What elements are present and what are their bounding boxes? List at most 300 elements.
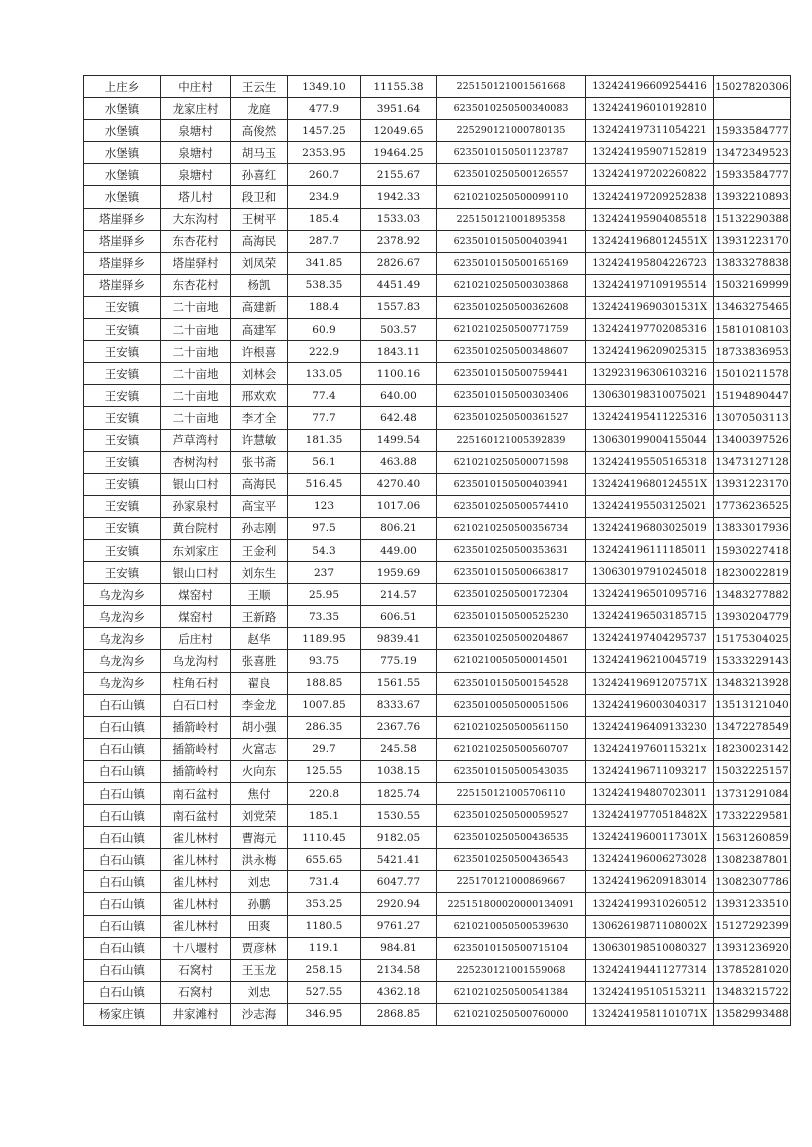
account-cell: 225150121001561668 xyxy=(437,76,586,98)
amount-cell: 19464.25 xyxy=(361,142,437,164)
table-row xyxy=(84,562,791,584)
village-cell: 十八堰村 xyxy=(161,937,231,959)
township-cell: 塔崖驿乡 xyxy=(84,274,161,296)
township-cell: 乌龙沟乡 xyxy=(84,672,161,694)
table-row xyxy=(84,164,791,186)
table-row xyxy=(84,849,791,871)
id-number-cell: 130630198310075021 xyxy=(586,385,714,407)
phone-cell: 13582993488 xyxy=(714,1003,791,1025)
account-cell: 225230121001559068 xyxy=(437,959,586,981)
name-cell: 张喜胜 xyxy=(231,650,288,672)
table-row xyxy=(84,893,791,915)
id-number-cell: 13242419600117301X xyxy=(586,827,714,849)
township-cell: 白石山镇 xyxy=(84,959,161,981)
village-cell: 石窝村 xyxy=(161,959,231,981)
township-cell: 王安镇 xyxy=(84,517,161,539)
township-cell: 王安镇 xyxy=(84,429,161,451)
table-row xyxy=(84,142,791,164)
id-number-cell: 130630199004155044 xyxy=(586,429,714,451)
amount-cell: 2378.92 xyxy=(361,230,437,252)
account-cell: 225160121005392839 xyxy=(437,429,586,451)
account-cell: 6235010250500348607 xyxy=(437,341,586,363)
document-sheet xyxy=(83,75,790,1026)
area-cell: 185.1 xyxy=(288,805,361,827)
township-cell: 王安镇 xyxy=(84,341,161,363)
table-row xyxy=(84,274,791,296)
table-row xyxy=(84,319,791,341)
village-cell: 东杏花村 xyxy=(161,274,231,296)
township-cell: 王安镇 xyxy=(84,363,161,385)
name-cell: 孙志刚 xyxy=(231,517,288,539)
table-row xyxy=(84,120,791,142)
table-row xyxy=(84,672,791,694)
amount-cell: 6047.77 xyxy=(361,871,437,893)
account-cell: 6235010150501123787 xyxy=(437,142,586,164)
area-cell: 77.7 xyxy=(288,407,361,429)
name-cell: 赵华 xyxy=(231,628,288,650)
phone-cell: 13463275465 xyxy=(714,296,791,318)
account-cell: 225170121000869667 xyxy=(437,871,586,893)
village-cell: 杏树沟村 xyxy=(161,451,231,473)
phone-cell: 13931223170 xyxy=(714,473,791,495)
township-cell: 上庄乡 xyxy=(84,76,161,98)
village-cell: 柱角石村 xyxy=(161,672,231,694)
area-cell: 260.7 xyxy=(288,164,361,186)
table-row xyxy=(84,650,791,672)
township-cell: 王安镇 xyxy=(84,296,161,318)
village-cell: 白石口村 xyxy=(161,694,231,716)
amount-cell: 984.81 xyxy=(361,937,437,959)
area-cell: 56.1 xyxy=(288,451,361,473)
township-cell: 杨家庄镇 xyxy=(84,1003,161,1025)
name-cell: 刘林会 xyxy=(231,363,288,385)
township-cell: 乌龙沟乡 xyxy=(84,650,161,672)
name-cell: 龙庭 xyxy=(231,98,288,120)
name-cell: 刘凤荣 xyxy=(231,252,288,274)
phone-cell: 15194890447 xyxy=(714,385,791,407)
village-cell: 二十亩地 xyxy=(161,319,231,341)
id-number-cell: 132424197311054221 xyxy=(586,120,714,142)
phone-cell: 17332229581 xyxy=(714,805,791,827)
id-number-cell: 13242419581101071X xyxy=(586,1003,714,1025)
phone-cell: 15333229143 xyxy=(714,650,791,672)
table-row xyxy=(84,517,791,539)
amount-cell: 1038.15 xyxy=(361,760,437,782)
township-cell: 王安镇 xyxy=(84,319,161,341)
name-cell: 翟良 xyxy=(231,672,288,694)
name-cell: 王金利 xyxy=(231,539,288,561)
township-cell: 王安镇 xyxy=(84,539,161,561)
township-cell: 塔崖驿乡 xyxy=(84,252,161,274)
name-cell: 李金龙 xyxy=(231,694,288,716)
phone-cell: 15930227418 xyxy=(714,539,791,561)
amount-cell: 775.19 xyxy=(361,650,437,672)
name-cell: 邢欢欢 xyxy=(231,385,288,407)
id-number-cell: 132424195105153211 xyxy=(586,981,714,1003)
id-number-cell: 132424194411277314 xyxy=(586,959,714,981)
subsidy-table xyxy=(83,75,791,1026)
table-row xyxy=(84,252,791,274)
account-cell: 6210210050500014501 xyxy=(437,650,586,672)
phone-cell: 13931233510 xyxy=(714,893,791,915)
name-cell: 刘党荣 xyxy=(231,805,288,827)
township-cell: 塔崖驿乡 xyxy=(84,208,161,230)
phone-cell: 15032225157 xyxy=(714,760,791,782)
account-cell: 6210210250500771759 xyxy=(437,319,586,341)
township-cell: 白石山镇 xyxy=(84,981,161,1003)
table-row xyxy=(84,584,791,606)
township-cell: 水堡镇 xyxy=(84,142,161,164)
account-cell: 6235010150500403941 xyxy=(437,473,586,495)
id-number-cell: 132424195804226723 xyxy=(586,252,714,274)
village-cell: 二十亩地 xyxy=(161,385,231,407)
amount-cell: 1942.33 xyxy=(361,186,437,208)
phone-cell: 13833017936 xyxy=(714,517,791,539)
id-number-cell: 132424196209183014 xyxy=(586,871,714,893)
name-cell: 许慧敏 xyxy=(231,429,288,451)
village-cell: 泉塘村 xyxy=(161,164,231,186)
amount-cell: 806.21 xyxy=(361,517,437,539)
id-number-cell: 132923196306103216 xyxy=(586,363,714,385)
phone-cell: 13473127128 xyxy=(714,451,791,473)
village-cell: 插箭岭村 xyxy=(161,716,231,738)
phone-cell: 15032169999 xyxy=(714,274,791,296)
id-number-cell: 130630198510080327 xyxy=(586,937,714,959)
amount-cell: 2868.85 xyxy=(361,1003,437,1025)
table-row xyxy=(84,783,791,805)
id-number-cell: 132424196503185715 xyxy=(586,606,714,628)
account-cell: 6210210250500303868 xyxy=(437,274,586,296)
village-cell: 龙家庄村 xyxy=(161,98,231,120)
village-cell: 银山口村 xyxy=(161,562,231,584)
village-cell: 二十亩地 xyxy=(161,341,231,363)
area-cell: 527.55 xyxy=(288,981,361,1003)
amount-cell: 503.57 xyxy=(361,319,437,341)
name-cell: 高海民 xyxy=(231,473,288,495)
township-cell: 乌龙沟乡 xyxy=(84,606,161,628)
table-row xyxy=(84,827,791,849)
name-cell: 李才全 xyxy=(231,407,288,429)
name-cell: 胡马玉 xyxy=(231,142,288,164)
account-cell: 225151800020000134091 xyxy=(437,893,586,915)
id-number-cell: 132424196111185011 xyxy=(586,539,714,561)
phone-cell: 13931223170 xyxy=(714,230,791,252)
table-row xyxy=(84,805,791,827)
table-row xyxy=(84,694,791,716)
village-cell: 泉塘村 xyxy=(161,120,231,142)
phone-cell: 15631260859 xyxy=(714,827,791,849)
township-cell: 白石山镇 xyxy=(84,760,161,782)
account-cell: 6235010250500361527 xyxy=(437,407,586,429)
account-cell: 6235010250500436535 xyxy=(437,827,586,849)
phone-cell: 13070503113 xyxy=(714,407,791,429)
id-number-cell: 132424196501095716 xyxy=(586,584,714,606)
table-row xyxy=(84,981,791,1003)
phone-cell: 15810108103 xyxy=(714,319,791,341)
phone-cell: 13932210893 xyxy=(714,186,791,208)
amount-cell: 606.51 xyxy=(361,606,437,628)
amount-cell: 642.48 xyxy=(361,407,437,429)
phone-cell: 18733836953 xyxy=(714,341,791,363)
area-cell: 125.55 xyxy=(288,760,361,782)
account-cell: 6235010150500154528 xyxy=(437,672,586,694)
table-body xyxy=(84,76,791,1026)
id-number-cell: 132424196210045719 xyxy=(586,650,714,672)
account-cell: 6235010250500059527 xyxy=(437,805,586,827)
amount-cell: 12049.65 xyxy=(361,120,437,142)
area-cell: 353.25 xyxy=(288,893,361,915)
area-cell: 1180.5 xyxy=(288,915,361,937)
amount-cell: 4451.49 xyxy=(361,274,437,296)
id-number-cell: 13242419691207571X xyxy=(586,672,714,694)
area-cell: 188.85 xyxy=(288,672,361,694)
village-cell: 二十亩地 xyxy=(161,363,231,385)
account-cell: 6210210250500541384 xyxy=(437,981,586,1003)
id-number-cell: 132424196003040317 xyxy=(586,694,714,716)
village-cell: 南石盆村 xyxy=(161,805,231,827)
name-cell: 高宝平 xyxy=(231,495,288,517)
phone-cell: 13513121040 xyxy=(714,694,791,716)
name-cell: 高海民 xyxy=(231,230,288,252)
account-cell: 6235010250500204867 xyxy=(437,628,586,650)
name-cell: 焦付 xyxy=(231,783,288,805)
table-row xyxy=(84,760,791,782)
area-cell: 123 xyxy=(288,495,361,517)
amount-cell: 1530.55 xyxy=(361,805,437,827)
phone-cell: 13931236920 xyxy=(714,937,791,959)
township-cell: 乌龙沟乡 xyxy=(84,628,161,650)
amount-cell: 1825.74 xyxy=(361,783,437,805)
area-cell: 286.35 xyxy=(288,716,361,738)
id-number-cell: 132424195503125021 xyxy=(586,495,714,517)
account-cell: 6235010150500663817 xyxy=(437,562,586,584)
account-cell: 6235010250500172304 xyxy=(437,584,586,606)
table-row xyxy=(84,98,791,120)
account-cell: 6235010250500436543 xyxy=(437,849,586,871)
account-cell: 6210210250500099110 xyxy=(437,186,586,208)
table-row xyxy=(84,186,791,208)
village-cell: 煤窑村 xyxy=(161,606,231,628)
area-cell: 2353.95 xyxy=(288,142,361,164)
amount-cell: 2920.94 xyxy=(361,893,437,915)
table-row xyxy=(84,716,791,738)
name-cell: 高俊然 xyxy=(231,120,288,142)
amount-cell: 1100.16 xyxy=(361,363,437,385)
amount-cell: 245.58 xyxy=(361,738,437,760)
table-row xyxy=(84,363,791,385)
township-cell: 白石山镇 xyxy=(84,827,161,849)
village-cell: 插箭岭村 xyxy=(161,738,231,760)
phone-cell: 13833278838 xyxy=(714,252,791,274)
id-number-cell: 132424194807023011 xyxy=(586,783,714,805)
id-number-cell: 132424197404295737 xyxy=(586,628,714,650)
table-row xyxy=(84,341,791,363)
amount-cell: 1561.55 xyxy=(361,672,437,694)
amount-cell: 3951.64 xyxy=(361,98,437,120)
area-cell: 185.4 xyxy=(288,208,361,230)
area-cell: 538.35 xyxy=(288,274,361,296)
area-cell: 93.75 xyxy=(288,650,361,672)
amount-cell: 5421.41 xyxy=(361,849,437,871)
phone-cell: 17736236525 xyxy=(714,495,791,517)
table-row xyxy=(84,473,791,495)
village-cell: 南石盆村 xyxy=(161,783,231,805)
area-cell: 25.95 xyxy=(288,584,361,606)
amount-cell: 9839.41 xyxy=(361,628,437,650)
id-number-cell: 132424195505165318 xyxy=(586,451,714,473)
name-cell: 王新路 xyxy=(231,606,288,628)
area-cell: 73.35 xyxy=(288,606,361,628)
name-cell: 沙志海 xyxy=(231,1003,288,1025)
phone-cell: 13483213928 xyxy=(714,672,791,694)
area-cell: 287.7 xyxy=(288,230,361,252)
phone-cell: 13472278549 xyxy=(714,716,791,738)
table-row xyxy=(84,208,791,230)
id-number-cell: 132424197209252838 xyxy=(586,186,714,208)
id-number-cell: 132424195907152819 xyxy=(586,142,714,164)
township-cell: 王安镇 xyxy=(84,495,161,517)
account-cell: 6210210250500356734 xyxy=(437,517,586,539)
village-cell: 中庄村 xyxy=(161,76,231,98)
id-number-cell: 132424199310260512 xyxy=(586,893,714,915)
township-cell: 白石山镇 xyxy=(84,849,161,871)
account-cell: 6235010250500340083 xyxy=(437,98,586,120)
phone-cell: 13483215722 xyxy=(714,981,791,1003)
village-cell: 雀儿林村 xyxy=(161,827,231,849)
account-cell: 6235010250500362608 xyxy=(437,296,586,318)
phone-cell: 13930204779 xyxy=(714,606,791,628)
id-number-cell: 132424196409133230 xyxy=(586,716,714,738)
area-cell: 29.7 xyxy=(288,738,361,760)
table-row xyxy=(84,915,791,937)
township-cell: 水堡镇 xyxy=(84,186,161,208)
phone-cell: 15132290388 xyxy=(714,208,791,230)
name-cell: 高建军 xyxy=(231,319,288,341)
area-cell: 1189.95 xyxy=(288,628,361,650)
phone-cell: 15933584777 xyxy=(714,120,791,142)
amount-cell: 11155.38 xyxy=(361,76,437,98)
table-row xyxy=(84,628,791,650)
name-cell: 许根喜 xyxy=(231,341,288,363)
area-cell: 341.85 xyxy=(288,252,361,274)
area-cell: 516.45 xyxy=(288,473,361,495)
village-cell: 塔崖驿村 xyxy=(161,252,231,274)
account-cell: 6210210250500071598 xyxy=(437,451,586,473)
amount-cell: 2155.67 xyxy=(361,164,437,186)
id-number-cell: 130630197910245018 xyxy=(586,562,714,584)
amount-cell: 214.57 xyxy=(361,584,437,606)
name-cell: 刘忠 xyxy=(231,981,288,1003)
village-cell: 乌龙沟村 xyxy=(161,650,231,672)
area-cell: 181.35 xyxy=(288,429,361,451)
amount-cell: 640.00 xyxy=(361,385,437,407)
area-cell: 54.3 xyxy=(288,539,361,561)
village-cell: 大东沟村 xyxy=(161,208,231,230)
account-cell: 6235010250500126557 xyxy=(437,164,586,186)
amount-cell: 463.88 xyxy=(361,451,437,473)
village-cell: 东杏花村 xyxy=(161,230,231,252)
village-cell: 芦草湾村 xyxy=(161,429,231,451)
village-cell: 插箭岭村 xyxy=(161,760,231,782)
phone-cell: 13731291084 xyxy=(714,783,791,805)
township-cell: 白石山镇 xyxy=(84,893,161,915)
area-cell: 60.9 xyxy=(288,319,361,341)
name-cell: 田爽 xyxy=(231,915,288,937)
account-cell: 225150121005706110 xyxy=(437,783,586,805)
village-cell: 井家滩村 xyxy=(161,1003,231,1025)
area-cell: 731.4 xyxy=(288,871,361,893)
account-cell: 6235010150500759441 xyxy=(437,363,586,385)
amount-cell: 2134.58 xyxy=(361,959,437,981)
village-cell: 石窝村 xyxy=(161,981,231,1003)
name-cell: 王玉龙 xyxy=(231,959,288,981)
township-cell: 王安镇 xyxy=(84,473,161,495)
area-cell: 222.9 xyxy=(288,341,361,363)
id-number-cell: 13242419770518482X xyxy=(586,805,714,827)
phone-cell: 13785281020 xyxy=(714,959,791,981)
name-cell: 孙喜红 xyxy=(231,164,288,186)
table-row xyxy=(84,76,791,98)
amount-cell: 1959.69 xyxy=(361,562,437,584)
table-row xyxy=(84,230,791,252)
amount-cell: 8333.67 xyxy=(361,694,437,716)
name-cell: 王云生 xyxy=(231,76,288,98)
phone-cell: 13082387801 xyxy=(714,849,791,871)
township-cell: 乌龙沟乡 xyxy=(84,584,161,606)
table-row xyxy=(84,871,791,893)
table-row xyxy=(84,606,791,628)
name-cell: 刘东生 xyxy=(231,562,288,584)
amount-cell: 2367.76 xyxy=(361,716,437,738)
amount-cell: 449.00 xyxy=(361,539,437,561)
amount-cell: 9761.27 xyxy=(361,915,437,937)
township-cell: 白石山镇 xyxy=(84,805,161,827)
id-number-cell: 132424195411225316 xyxy=(586,407,714,429)
account-cell: 6235010150500403941 xyxy=(437,230,586,252)
account-cell: 6235010050500051506 xyxy=(437,694,586,716)
id-number-cell: 13242419680124551X xyxy=(586,473,714,495)
table-row xyxy=(84,407,791,429)
table-row xyxy=(84,495,791,517)
area-cell: 133.05 xyxy=(288,363,361,385)
id-number-cell: 132424196803025019 xyxy=(586,517,714,539)
amount-cell: 9182.05 xyxy=(361,827,437,849)
area-cell: 119.1 xyxy=(288,937,361,959)
area-cell: 220.8 xyxy=(288,783,361,805)
phone-cell: 15010211578 xyxy=(714,363,791,385)
id-number-cell: 13242419690301531X xyxy=(586,296,714,318)
township-cell: 王安镇 xyxy=(84,451,161,473)
table-row xyxy=(84,296,791,318)
name-cell: 段卫和 xyxy=(231,186,288,208)
township-cell: 白石山镇 xyxy=(84,871,161,893)
name-cell: 曹海元 xyxy=(231,827,288,849)
id-number-cell: 13242419680124551X xyxy=(586,230,714,252)
id-number-cell: 132424196209025315 xyxy=(586,341,714,363)
phone-cell xyxy=(714,98,791,120)
name-cell: 胡小强 xyxy=(231,716,288,738)
id-number-cell: 132424197109195514 xyxy=(586,274,714,296)
table-row xyxy=(84,385,791,407)
area-cell: 1457.25 xyxy=(288,120,361,142)
phone-cell: 15027820306 xyxy=(714,76,791,98)
id-number-cell: 132424196609254416 xyxy=(586,76,714,98)
township-cell: 白石山镇 xyxy=(84,694,161,716)
phone-cell: 18230022819 xyxy=(714,562,791,584)
table-row xyxy=(84,451,791,473)
village-cell: 雀儿林村 xyxy=(161,893,231,915)
id-number-cell: 132424197202260822 xyxy=(586,164,714,186)
